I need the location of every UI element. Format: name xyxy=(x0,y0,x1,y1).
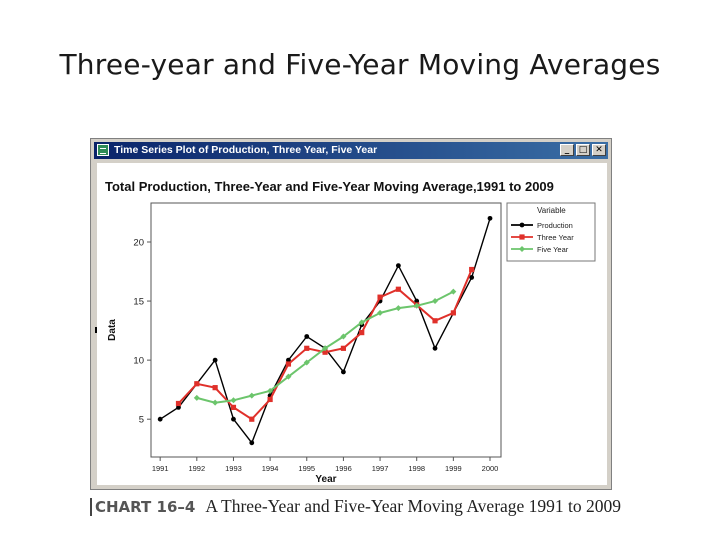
data-point xyxy=(194,381,199,386)
legend-title: Variable xyxy=(537,206,566,215)
data-point xyxy=(249,440,254,445)
data-point xyxy=(231,405,236,410)
x-tick-label: 1998 xyxy=(408,464,426,473)
x-axis-label: Year xyxy=(315,474,337,485)
x-tick-label: 1995 xyxy=(298,464,316,473)
data-point xyxy=(396,287,401,292)
data-point xyxy=(520,223,525,228)
data-point xyxy=(176,401,181,406)
y-axis-label: Data xyxy=(107,319,118,341)
data-point xyxy=(268,397,273,402)
data-point xyxy=(213,358,218,363)
data-point xyxy=(433,346,438,351)
legend-label: Five Year xyxy=(537,245,569,254)
x-tick-label: 1996 xyxy=(335,464,352,473)
y-axis xyxy=(133,237,151,425)
data-point xyxy=(341,370,346,375)
data-point xyxy=(158,417,163,422)
close-button[interactable]: ✕ xyxy=(592,144,606,156)
data-point xyxy=(432,318,437,323)
x-axis xyxy=(152,457,499,473)
time-series-chart xyxy=(97,163,607,485)
data-point xyxy=(304,334,309,339)
graph-window-icon xyxy=(97,144,109,156)
data-point xyxy=(396,263,401,268)
slide-title: Three-year and Five-Year Moving Averages xyxy=(59,48,661,81)
x-tick-label: 1999 xyxy=(445,464,462,473)
data-point xyxy=(359,330,364,335)
x-tick-label: 1991 xyxy=(151,464,169,473)
x-tick-label: 1994 xyxy=(261,464,279,473)
window-titlebar[interactable] xyxy=(94,142,608,159)
x-tick-label: 1993 xyxy=(225,464,242,473)
legend xyxy=(507,203,595,261)
data-point xyxy=(304,346,309,351)
x-tick-label: 1997 xyxy=(371,464,389,473)
data-point xyxy=(231,417,236,422)
x-tick-label: 1992 xyxy=(188,464,206,473)
minimize-button[interactable]: _ xyxy=(560,144,574,156)
y-tick-label: 5 xyxy=(138,414,144,426)
figure-caption xyxy=(90,494,690,518)
window-title: Time Series Plot of Production, Three Year, Five Year xyxy=(114,144,378,156)
y-tick-label: 10 xyxy=(133,355,144,367)
graph-area xyxy=(97,163,607,485)
y-tick-label: 15 xyxy=(133,296,144,308)
caption-prefix: CHART 16–4 xyxy=(90,498,195,516)
data-point xyxy=(469,267,474,272)
data-point xyxy=(213,385,218,390)
data-point xyxy=(341,346,346,351)
data-point xyxy=(519,234,524,239)
legend-label: Three Year xyxy=(537,233,574,242)
minitab-graph-window[interactable] xyxy=(90,138,612,490)
data-point xyxy=(377,295,382,300)
caption-text: A Three-Year and Five-Year Moving Average 1991 to 2009 xyxy=(205,496,622,516)
plot-frame xyxy=(151,203,501,457)
data-point xyxy=(488,216,493,221)
legend-label: Production xyxy=(537,221,573,230)
chart-title: Total Production, Three-Year and Five-Year Moving Average,1991 to 2009 xyxy=(105,179,554,194)
y-tick-label: 20 xyxy=(133,237,144,249)
maximize-button[interactable]: □ xyxy=(576,144,590,156)
data-point xyxy=(249,417,254,422)
data-point xyxy=(286,361,291,366)
data-point xyxy=(451,310,456,315)
x-tick-label: 2000 xyxy=(481,464,499,473)
